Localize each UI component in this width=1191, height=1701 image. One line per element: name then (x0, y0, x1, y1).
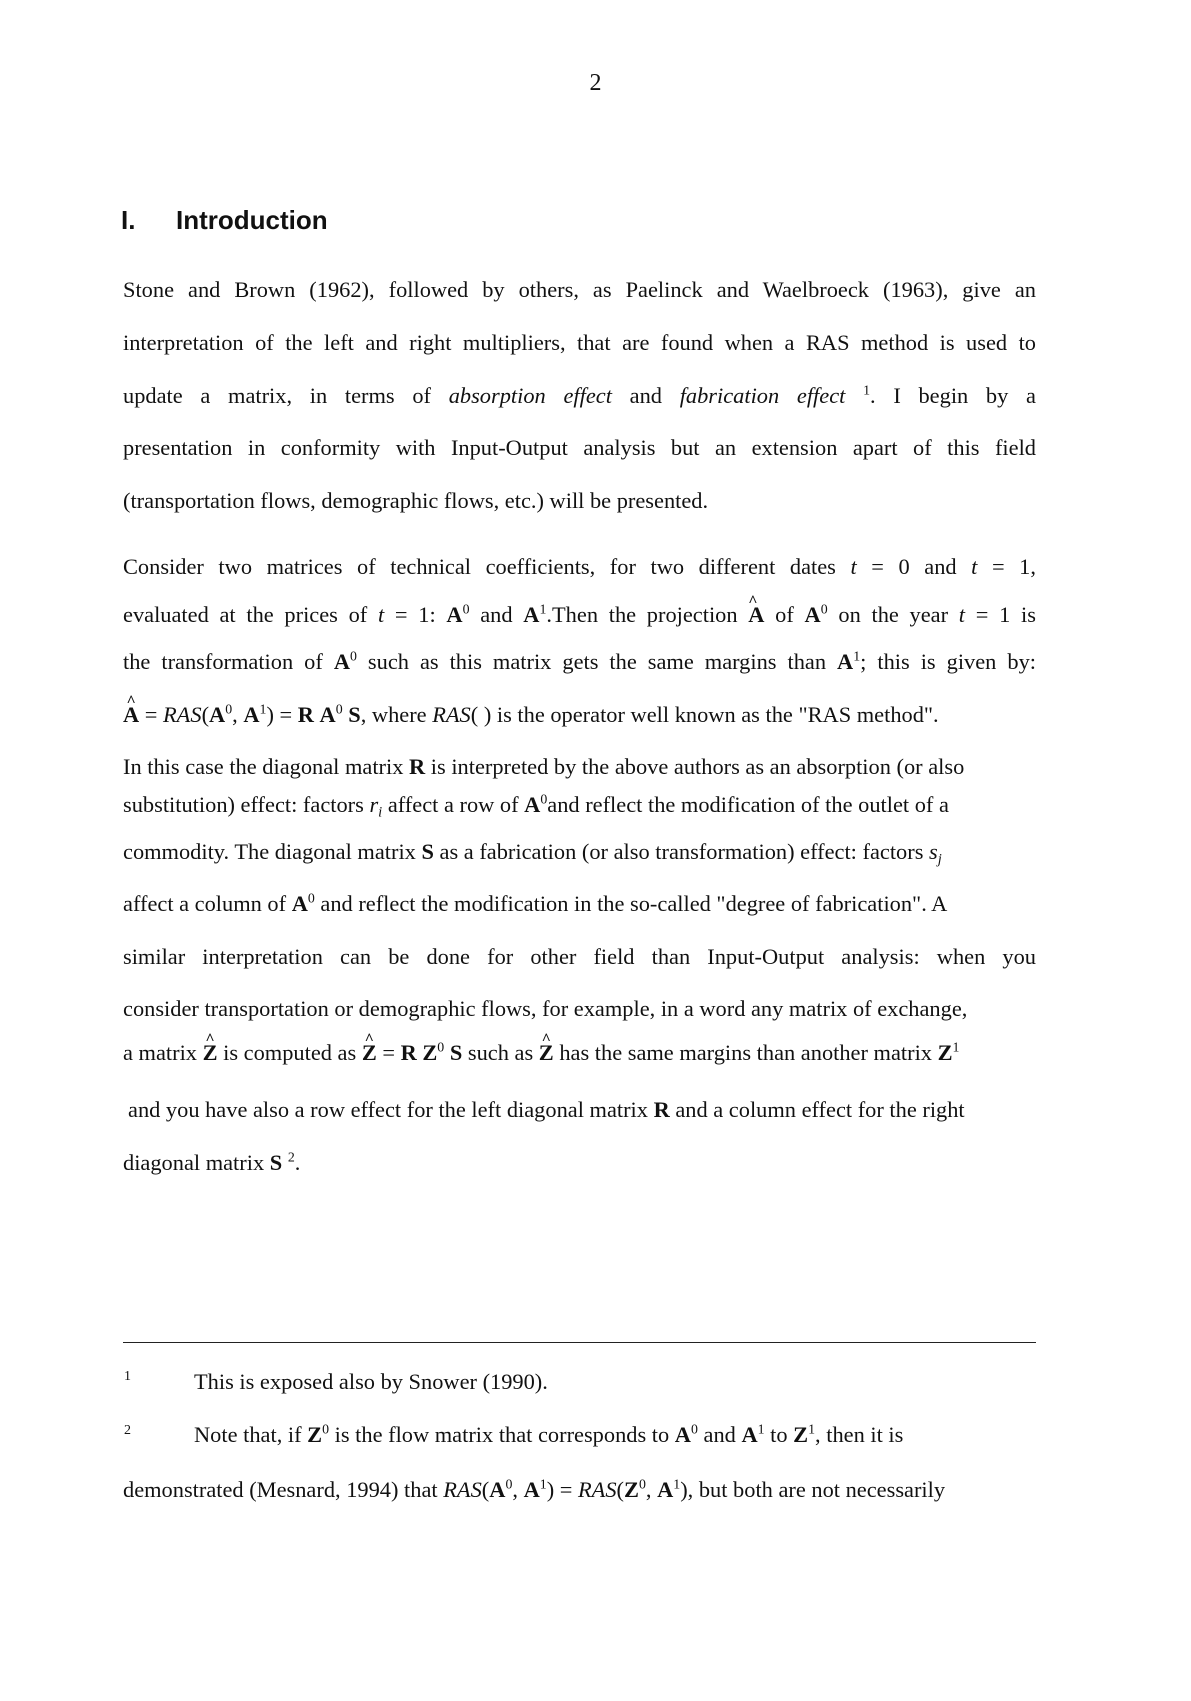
footnote-2-line1 (194, 1422, 903, 1448)
footnote-separator (123, 1342, 1036, 1343)
para3-line6: consider transportation or demographic flows, for example, in a word any matrix of exchange, (123, 996, 968, 1021)
para1-line4: presentation in conformity with Input-Output analysis but an extension apart of this field (123, 435, 1036, 460)
matrix-Z: Z (624, 1477, 639, 1502)
footnote-1-number: 1 (124, 1369, 131, 1384)
matrix-Z-hat: ^ Z (539, 1039, 554, 1067)
text: . I begin by a (870, 383, 1036, 408)
matrix-A-hat: ^ A (123, 701, 139, 729)
var-r: r (369, 792, 379, 817)
text: ( ) is the operator well known as the "RAS method". (470, 702, 939, 727)
matrix-Z-hat: ^ Z (203, 1039, 218, 1067)
text: is (1021, 602, 1036, 627)
text: ) (266, 702, 274, 727)
superscript: 0 (820, 602, 828, 618)
text: In this case the diagonal matrix (123, 754, 410, 779)
text: and a column effect for the right (669, 1097, 965, 1122)
text: diagonal matrix (123, 1150, 270, 1175)
matrix-A: A (523, 1477, 540, 1502)
ras-operator: RAS (443, 1477, 482, 1502)
matrix-A: A (657, 1477, 674, 1502)
text: of (775, 602, 805, 627)
text: such as (462, 1040, 539, 1065)
var-t: t (958, 602, 966, 627)
superscript: 1 (952, 1040, 960, 1056)
superscript: 0 (638, 1477, 646, 1493)
subscript: i (378, 804, 383, 821)
var-t: t (377, 602, 385, 627)
var-t: t (850, 554, 857, 579)
para3-line9 (123, 1149, 1036, 1177)
matrix-R: R (297, 702, 314, 727)
text: is the flow matrix that corresponds to (329, 1422, 675, 1447)
italic-term: absorption effect (448, 383, 612, 408)
superscript: 0 (505, 1477, 513, 1493)
superscript: 1 (539, 602, 547, 618)
page-number: 2 (589, 70, 602, 96)
text: ( (201, 702, 210, 727)
text: and you have also a row effect for the left diagonal matrix (128, 1097, 654, 1122)
text: as a fabrication (or also transformation) effect: factors (433, 839, 930, 864)
superscript: 0 (540, 792, 548, 808)
text: , but both are not necessarily (687, 1477, 946, 1502)
section-number: I. (121, 205, 136, 235)
matrix-S: S (269, 1150, 283, 1175)
superscript: 1 (539, 1477, 547, 1493)
text: and (697, 1422, 742, 1447)
text: .Then the projection (546, 602, 749, 627)
para3-line1 (123, 753, 1036, 781)
text: is computed as (217, 1040, 362, 1065)
var-s: s (929, 839, 938, 864)
superscript: 0 (690, 1422, 698, 1438)
matrix-A: A (837, 649, 854, 674)
text: = 1, (977, 554, 1036, 579)
ras-operator: RAS (163, 702, 202, 727)
superscript: 0 (307, 891, 315, 907)
para3-line3 (123, 838, 1036, 866)
matrix-A: A (333, 649, 350, 674)
superscript: 0 (437, 1040, 445, 1056)
footnote-ref: 2 (287, 1150, 295, 1166)
section-title: Introduction (176, 205, 328, 235)
matrix-R: R (400, 1040, 417, 1065)
footnote-1-text: This is exposed also by Snower (1990). (194, 1369, 548, 1394)
para3-line8 (128, 1096, 1041, 1124)
matrix-A: A (489, 1477, 506, 1502)
var-t: t (971, 554, 978, 579)
text: such as this matrix gets the same margins than (356, 649, 838, 674)
text: = 1: (384, 602, 447, 627)
para1-line3 (123, 382, 1036, 410)
superscript: 0 (462, 602, 470, 618)
para2-line3 (123, 648, 1036, 676)
text: Note that, if (194, 1422, 308, 1447)
text: ; this is given by: (860, 649, 1036, 674)
subscript: j (937, 851, 942, 868)
matrix-R: R (409, 754, 426, 779)
matrix-A: A (209, 702, 226, 727)
superscript: 0 (322, 1422, 330, 1438)
matrix-R: R (653, 1097, 670, 1122)
para3-line2 (123, 791, 1036, 819)
footnote-2-number: 2 (124, 1423, 131, 1438)
text: = (273, 702, 298, 727)
superscript: 0 (335, 702, 343, 718)
text: and (924, 554, 957, 579)
matrix-A: A (804, 602, 821, 627)
text: on the year (838, 602, 959, 627)
text: = 0 (856, 554, 925, 579)
matrix-Z: Z (937, 1040, 953, 1065)
superscript: 1 (259, 702, 267, 718)
text: , then it is (815, 1422, 904, 1447)
para1-line1: Stone and Brown (1962), followed by others, as Paelinck and Waelbroeck (1963), give an (123, 277, 1036, 302)
superscript: 1 (673, 1477, 681, 1493)
text: the transformation of (123, 649, 334, 674)
matrix-A: A (523, 602, 540, 627)
matrix-A-hat: ^ A (748, 601, 764, 629)
matrix-A: A (674, 1422, 691, 1447)
matrix-S: S (449, 1040, 463, 1065)
matrix-A: A (291, 891, 308, 916)
text: commodity. The diagonal matrix (123, 839, 422, 864)
text: and (629, 383, 662, 408)
text: and (480, 602, 513, 627)
text: Consider two matrices of technical coefficients, for two different dates (123, 554, 836, 579)
text: . (294, 1150, 301, 1175)
para3-line5: similar interpretation can be done for other field than Input-Output analysis: when you (123, 944, 1036, 969)
text: , where (360, 702, 433, 727)
text: = (139, 702, 163, 727)
text: has the same margins than another matrix (553, 1040, 938, 1065)
text: a matrix (123, 1040, 203, 1065)
text: substitution) effect: factors (123, 792, 370, 817)
italic-term: fabrication effect (679, 383, 846, 408)
matrix-A: A (446, 602, 463, 627)
text: affect a column of (123, 891, 292, 916)
matrix-S: S (348, 702, 361, 727)
para2-line2: evaluated at the prices of t = 1: $A^0$ and $A^1.Then$ the projection ^ A of $A^0$ on the year t = 1 is (123, 601, 1036, 629)
para2-line1 (123, 553, 1036, 581)
superscript: 1 (853, 649, 861, 665)
para1-line2: interpretation of the left and right multipliers, that are found when a RAS method is used to (123, 330, 1036, 355)
matrix-A: A (524, 792, 541, 817)
superscript: 0 (349, 649, 357, 665)
text: evaluated at the prices of (123, 602, 368, 627)
matrix-Z-hat: ^ Z (362, 1039, 377, 1067)
matrix-S: S (421, 839, 434, 864)
footnote-2-line2: demonstrated (Mesnard, 1994) that $RAS(A^0$, $A^1) = RAS(Z^0$, $A^1$), but both are not necessarily (123, 1477, 946, 1502)
superscript: 1 (808, 1422, 816, 1438)
ras-operator: RAS (432, 702, 471, 727)
matrix-A: A (243, 702, 260, 727)
superscript: 0 (225, 702, 233, 718)
matrix-A: A (319, 702, 336, 727)
para2-line4 (123, 701, 1036, 729)
footnote-ref: 1 (863, 383, 871, 399)
text: update a matrix, in terms of (123, 383, 431, 408)
superscript: 1 (757, 1422, 765, 1438)
section-heading (121, 205, 328, 236)
text: to (764, 1422, 794, 1447)
matrix-Z: Z (793, 1422, 809, 1447)
para3-line4 (123, 890, 1036, 918)
para3-line7: a matrix ^ Z is computed as ^ Z = R $Z^0$ S such as ^ Z has the same margins than another matrix $Z^1$ (123, 1039, 1036, 1067)
text: affect a row of (382, 792, 525, 817)
text: demonstrated (Mesnard, 1994) that (123, 1477, 444, 1502)
ras-operator: RAS (577, 1477, 617, 1502)
text: , (232, 702, 244, 727)
text: is interpreted by the above authors as an absorption (or also (425, 754, 965, 779)
text: and reflect the modification in the so-called "degree of fabrication". A (314, 891, 948, 916)
para1-line5: (transportation flows, demographic flows, etc.) will be presented. (123, 488, 709, 513)
matrix-Z: Z (307, 1422, 323, 1447)
matrix-A: A (741, 1422, 758, 1447)
text: and reflect the modification of the outlet of a (547, 792, 949, 817)
matrix-Z: Z (422, 1040, 438, 1065)
